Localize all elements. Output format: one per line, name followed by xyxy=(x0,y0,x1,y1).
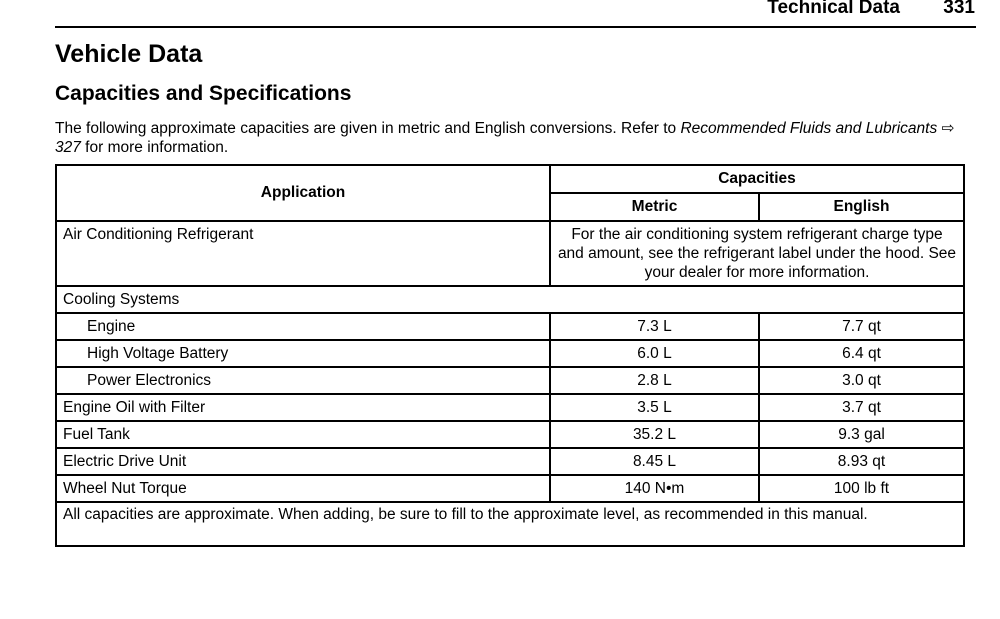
header-capacities: Capacities xyxy=(550,165,964,193)
row-metric: 35.2 L xyxy=(550,421,759,448)
header-application: Application xyxy=(56,165,550,221)
row-label: Electric Drive Unit xyxy=(56,448,550,475)
cooling-label: Cooling Systems xyxy=(56,286,964,313)
row-english: 7.7 qt xyxy=(759,313,964,340)
row-label: High Voltage Battery xyxy=(56,340,550,367)
table-row xyxy=(56,394,964,421)
page-header xyxy=(0,0,975,22)
table-row xyxy=(56,475,964,502)
row-label: Engine Oil with Filter xyxy=(56,394,550,421)
row-metric: 8.45 L xyxy=(550,448,759,475)
row-english: 100 lb ft xyxy=(759,475,964,502)
intro-link[interactable]: Recommended Fluids and Lubricants xyxy=(680,120,938,137)
row-label: Power Electronics xyxy=(56,367,550,394)
table-row xyxy=(56,448,964,475)
capacities-table xyxy=(55,164,965,547)
table-row xyxy=(56,313,964,340)
row-english: 8.93 qt xyxy=(759,448,964,475)
row-english: 6.4 qt xyxy=(759,340,964,367)
row-english: 3.0 qt xyxy=(759,367,964,394)
table-footnote: All capacities are approximate. When adding, be sure to fill to the approximate level, as recommended in this manual. xyxy=(56,502,964,546)
section-subtitle: Capacities and Specifications xyxy=(55,82,352,105)
row-metric: 140 N•m xyxy=(550,475,759,502)
table-row xyxy=(56,421,964,448)
row-english: 9.3 gal xyxy=(759,421,964,448)
header-metric: Metric xyxy=(550,193,759,221)
row-metric: 6.0 L xyxy=(550,340,759,367)
intro-text-after: for more information. xyxy=(80,139,229,156)
ac-label: Air Conditioning Refrigerant xyxy=(56,221,550,286)
arrow-icon: ⇨ xyxy=(941,120,955,137)
row-label: Engine xyxy=(56,313,550,340)
header-english: English xyxy=(759,193,964,221)
ac-note: For the air conditioning system refrigerant charge type and amount, see the refrigerant label under the hood. See your dealer for more information. xyxy=(550,221,964,286)
header-rule xyxy=(55,26,976,28)
row-label: Wheel Nut Torque xyxy=(56,475,550,502)
page-title: Vehicle Data xyxy=(55,40,203,68)
intro-paragraph xyxy=(55,119,980,157)
intro-text-before: The following approximate capacities are given in metric and English conversions. Refer to xyxy=(55,120,681,137)
table-row xyxy=(56,340,964,367)
section-title: Technical Data xyxy=(767,0,900,18)
row-metric: 2.8 L xyxy=(550,367,759,394)
row-english: 3.7 qt xyxy=(759,394,964,421)
page-number: 331 xyxy=(943,0,975,18)
table-row xyxy=(56,367,964,394)
row-metric: 7.3 L xyxy=(550,313,759,340)
row-metric: 3.5 L xyxy=(550,394,759,421)
row-label: Fuel Tank xyxy=(56,421,550,448)
intro-link-page[interactable]: 327 xyxy=(55,139,81,156)
